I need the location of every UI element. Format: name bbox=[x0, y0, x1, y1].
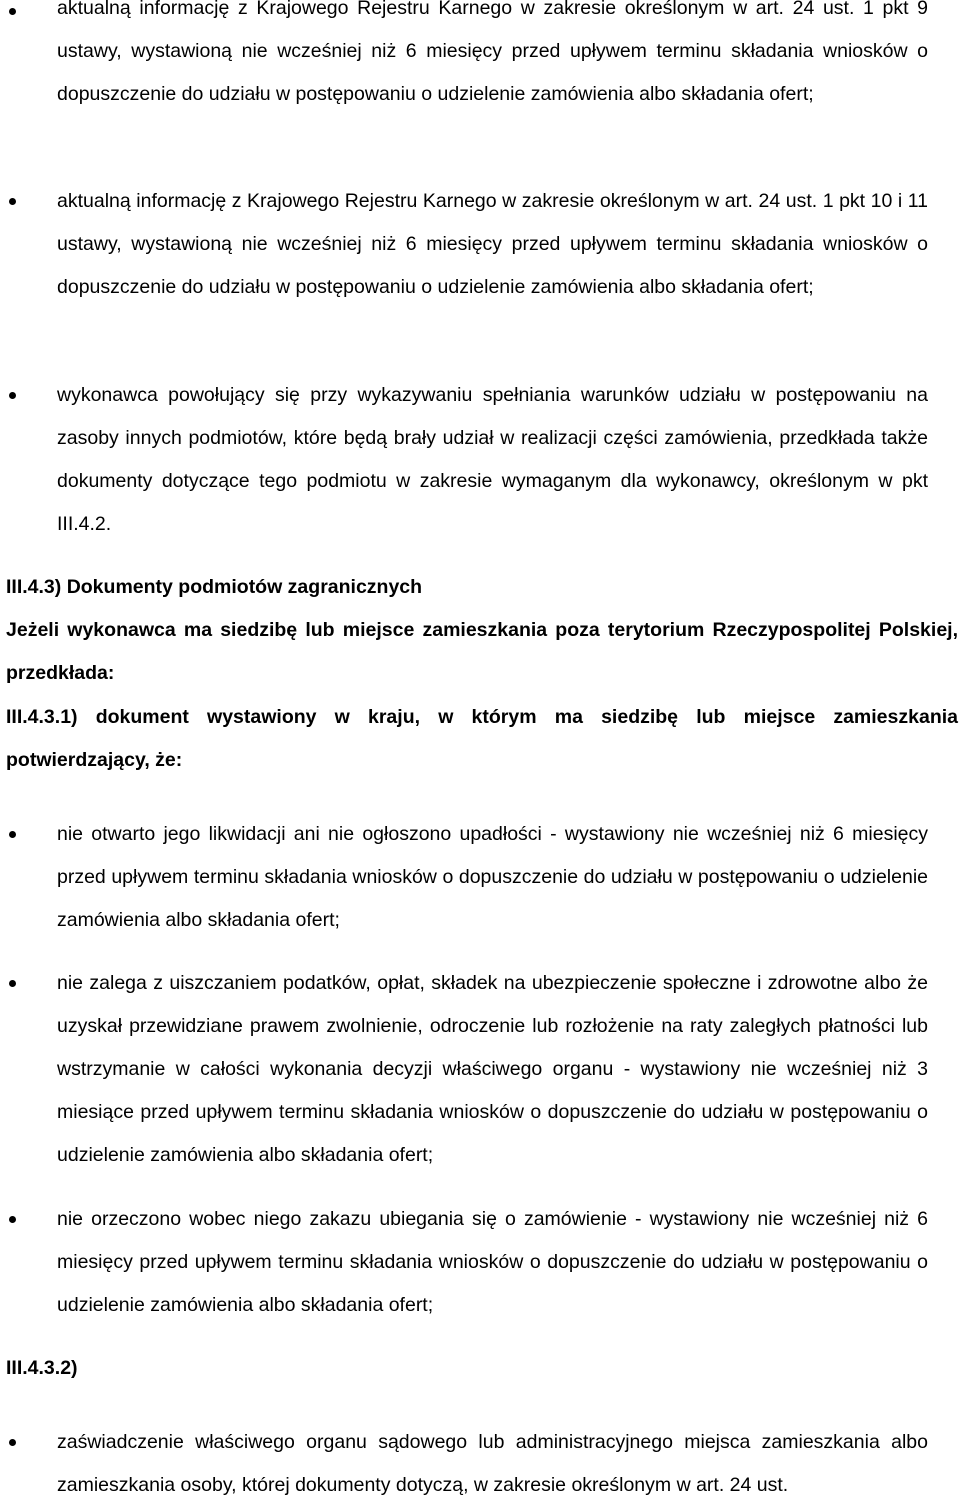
list-item-text: wykonawca powołujący się przy wykazywaniu spełniania warunków udziału w postępowaniu na zasoby innych podmiotów, które będą brały udział w realizacji części zamówienia, przedkłada także dokumenty dotyczące tego podmiotu w zakresie wymaganym dla wykonawcy, określonym w pkt III.4.2. bbox=[57, 384, 928, 535]
list-item-text: zaświadczenie właściwego organu sądowego lub administracyjnego miejsca zamieszkania albo zamieszkania osoby, której dokumenty dotyczą, w zakresie określonym w art. 24 ust. bbox=[57, 1431, 928, 1496]
bullet-icon bbox=[9, 1216, 16, 1223]
list-item-text: aktualną informację z Krajowego Rejestru Karnego w zakresie określonym w art. 24 ust. 1 pkt 10 i 11 ustawy, wystawioną nie wcześniej niż 6 miesięcy przed upływem terminu składania wniosków o dopuszczenie do udziału w postępowaniu o udzielenie zamówienia albo składania ofert; bbox=[57, 190, 928, 298]
list-item-text: nie zalega z uiszczaniem podatków, opłat, składek na ubezpieczenie społeczne i zdrowotne albo że uzyskał przewidziane prawem zwolnienie, odroczenie lub rozłożenie na raty zaległych płatności lub wstrzymanie w całości wykonania decyzji właściwego organu - wystawiony nie wcześniej niż 3 miesiące przed upływem terminu składania wniosków o dopuszczenie do udziału w postępowaniu o udzielenie zamówienia albo składania ofert; bbox=[57, 972, 928, 1166]
bullet-icon bbox=[9, 831, 16, 838]
bullet-icon bbox=[9, 980, 16, 987]
list-item-text: nie otwarto jego likwidacji ani nie ogłoszono upadłości - wystawiony nie wcześniej niż 6 miesięcy przed upływem terminu składania wniosków o dopuszczenie do udziału w postępowaniu o udzielenie zamówienia albo składania ofert; bbox=[57, 823, 928, 931]
section-heading: III.4.3) Dokumenty podmiotów zagranicznych bbox=[6, 576, 423, 598]
subsection-heading: III.4.3.1) dokument wystawiony w kraju, w którym ma siedzibę lub miejsce zamieszkania potwierdzający, że: bbox=[6, 706, 958, 771]
bullet-icon bbox=[9, 392, 16, 399]
subsection-heading: III.4.3.2) bbox=[6, 1357, 78, 1379]
bullet-icon bbox=[9, 1439, 16, 1446]
bullet-icon bbox=[9, 198, 16, 205]
bullet-icon bbox=[9, 8, 16, 15]
list-item-text: nie orzeczono wobec niego zakazu ubiegania się o zamówienie - wystawiony nie wcześniej niż 6 miesięcy przed upływem terminu składania wniosków o dopuszczenie do udziału w postępowaniu o udzielenie zamówienia albo składania ofert; bbox=[57, 1208, 928, 1316]
section-intro: Jeżeli wykonawca ma siedzibę lub miejsce zamieszkania poza terytorium Rzeczypospolitej Polskiej, przedkłada: bbox=[6, 619, 958, 684]
list-item-text: aktualną informację z Krajowego Rejestru Karnego w zakresie określonym w art. 24 ust. 1 pkt 9 ustawy, wystawioną nie wcześniej niż 6 miesięcy przed upływem terminu składania wniosków o dopuszczenie do udziału w postępowaniu o udzielenie zamówienia albo składania ofert; bbox=[57, 0, 928, 105]
